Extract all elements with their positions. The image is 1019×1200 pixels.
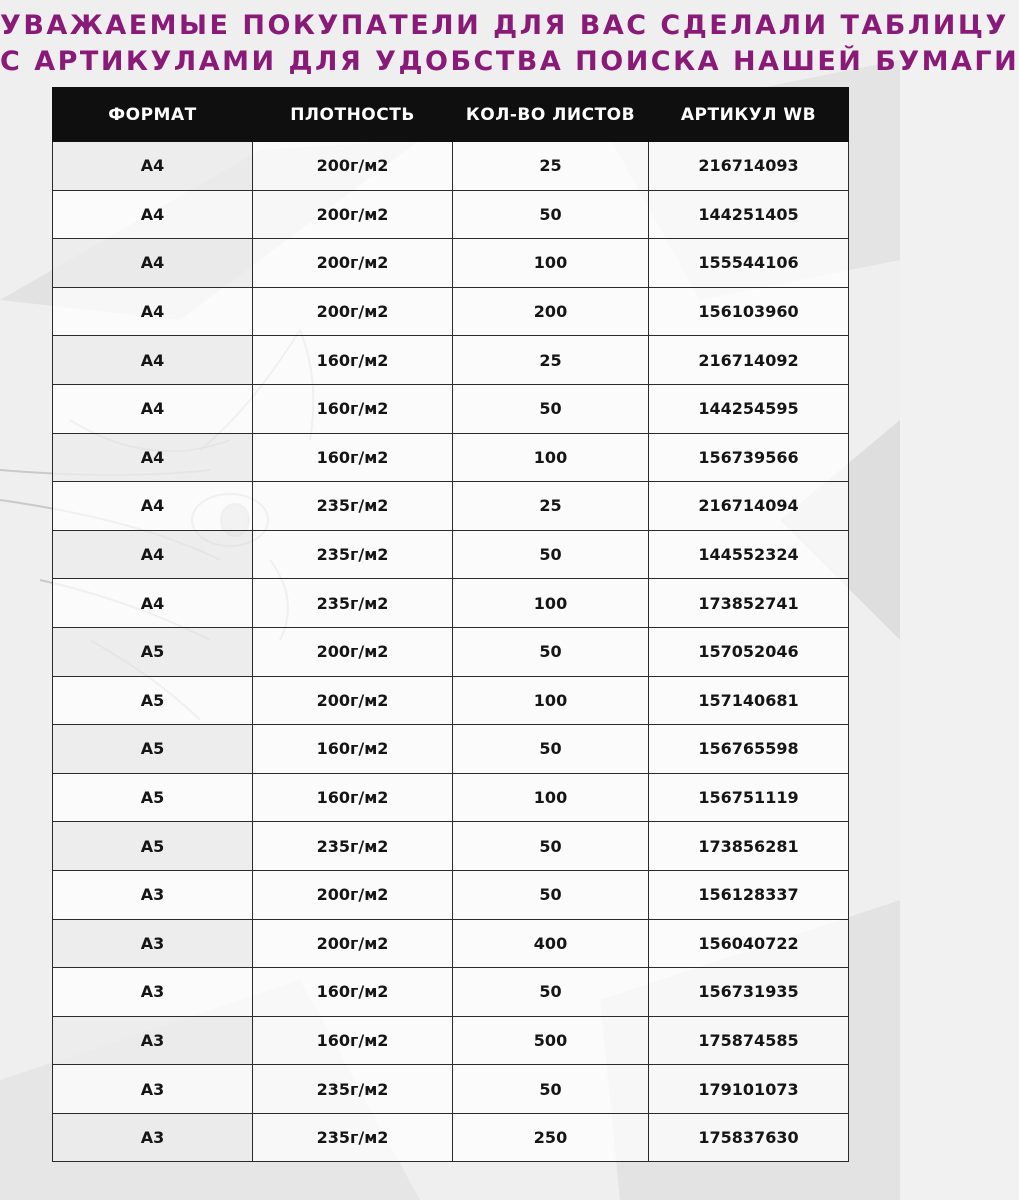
cell-format: А5 xyxy=(53,822,253,871)
cell-sheet-count: 50 xyxy=(453,1065,649,1114)
cell-format: А4 xyxy=(53,239,253,288)
cell-sheet-count: 100 xyxy=(453,239,649,288)
cell-article: 216714093 xyxy=(649,142,849,191)
table-row xyxy=(53,919,849,968)
table-row xyxy=(53,1016,849,1065)
cell-density: 235г/м2 xyxy=(253,482,453,531)
cell-sheet-count: 100 xyxy=(453,676,649,725)
header-sheet-count: КОЛ-ВО ЛИСТОВ xyxy=(453,88,649,142)
table-row xyxy=(53,870,849,919)
cell-sheet-count: 50 xyxy=(453,190,649,239)
cell-article: 155544106 xyxy=(649,239,849,288)
cell-article: 157140681 xyxy=(649,676,849,725)
cell-density: 200г/м2 xyxy=(253,870,453,919)
cell-density: 200г/м2 xyxy=(253,287,453,336)
cell-article: 175874585 xyxy=(649,1016,849,1065)
cell-sheet-count: 200 xyxy=(453,287,649,336)
cell-density: 235г/м2 xyxy=(253,1113,453,1162)
table-row xyxy=(53,433,849,482)
cell-format: А3 xyxy=(53,968,253,1017)
cell-density: 200г/м2 xyxy=(253,190,453,239)
table-row xyxy=(53,336,849,385)
cell-article: 179101073 xyxy=(649,1065,849,1114)
table-row xyxy=(53,384,849,433)
cell-format: А5 xyxy=(53,627,253,676)
table-row xyxy=(53,579,849,628)
table-header-row xyxy=(53,88,849,142)
table-row xyxy=(53,190,849,239)
cell-sheet-count: 50 xyxy=(453,530,649,579)
cell-density: 200г/м2 xyxy=(253,676,453,725)
cell-density: 160г/м2 xyxy=(253,773,453,822)
cell-article: 144254595 xyxy=(649,384,849,433)
cell-sheet-count: 25 xyxy=(453,336,649,385)
cell-density: 160г/м2 xyxy=(253,336,453,385)
cell-format: А4 xyxy=(53,579,253,628)
cell-density: 160г/м2 xyxy=(253,968,453,1017)
cell-format: А4 xyxy=(53,190,253,239)
cell-format: А4 xyxy=(53,384,253,433)
cell-article: 156128337 xyxy=(649,870,849,919)
heading-line-1: УВАЖАЕМЫЕ ПОКУПАТЕЛИ ДЛЯ ВАС СДЕЛАЛИ ТАБЛИЦУ xyxy=(0,10,1009,41)
cell-article: 216714094 xyxy=(649,482,849,531)
cell-sheet-count: 400 xyxy=(453,919,649,968)
cell-sheet-count: 100 xyxy=(453,579,649,628)
cell-format: А3 xyxy=(53,1016,253,1065)
cell-density: 200г/м2 xyxy=(253,919,453,968)
cell-article: 156103960 xyxy=(649,287,849,336)
table-row xyxy=(53,287,849,336)
cell-format: А5 xyxy=(53,725,253,774)
cell-sheet-count: 500 xyxy=(453,1016,649,1065)
table-row xyxy=(53,968,849,1017)
cell-density: 235г/м2 xyxy=(253,579,453,628)
cell-sheet-count: 50 xyxy=(453,627,649,676)
table-row xyxy=(53,725,849,774)
cell-article: 156731935 xyxy=(649,968,849,1017)
cell-article: 156751119 xyxy=(649,773,849,822)
cell-article: 156040722 xyxy=(649,919,849,968)
header-format: ФОРМАТ xyxy=(53,88,253,142)
cell-article: 173852741 xyxy=(649,579,849,628)
cell-article: 144251405 xyxy=(649,190,849,239)
cell-format: А4 xyxy=(53,433,253,482)
cell-density: 235г/м2 xyxy=(253,530,453,579)
cell-density: 200г/м2 xyxy=(253,627,453,676)
cell-format: А4 xyxy=(53,482,253,531)
table-row xyxy=(53,676,849,725)
table-row xyxy=(53,822,849,871)
cell-article: 156765598 xyxy=(649,725,849,774)
cell-article: 216714092 xyxy=(649,336,849,385)
table-body xyxy=(53,142,849,1162)
cell-format: А4 xyxy=(53,336,253,385)
cell-article: 157052046 xyxy=(649,627,849,676)
cell-format: А4 xyxy=(53,287,253,336)
cell-density: 200г/м2 xyxy=(253,142,453,191)
cell-format: А3 xyxy=(53,870,253,919)
cell-sheet-count: 25 xyxy=(453,482,649,531)
cell-article: 156739566 xyxy=(649,433,849,482)
cell-article: 173856281 xyxy=(649,822,849,871)
cell-density: 160г/м2 xyxy=(253,725,453,774)
cell-density: 160г/м2 xyxy=(253,384,453,433)
table-row xyxy=(53,530,849,579)
table-row xyxy=(53,1065,849,1114)
cell-article: 144552324 xyxy=(649,530,849,579)
cell-sheet-count: 50 xyxy=(453,968,649,1017)
cell-format: А3 xyxy=(53,1113,253,1162)
cell-format: А3 xyxy=(53,1065,253,1114)
cell-sheet-count: 50 xyxy=(453,384,649,433)
cell-sheet-count: 50 xyxy=(453,870,649,919)
cell-sheet-count: 50 xyxy=(453,822,649,871)
table-row xyxy=(53,482,849,531)
cell-sheet-count: 100 xyxy=(453,433,649,482)
article-table xyxy=(52,87,849,1162)
heading-line-2: С АРТИКУЛАМИ ДЛЯ УДОБСТВА ПОИСКА НАШЕЙ БУМАГИ xyxy=(0,46,1019,77)
cell-format: А4 xyxy=(53,530,253,579)
cell-density: 160г/м2 xyxy=(253,433,453,482)
cell-sheet-count: 100 xyxy=(453,773,649,822)
header-density: ПЛОТНОСТЬ xyxy=(253,88,453,142)
cell-sheet-count: 250 xyxy=(453,1113,649,1162)
cell-sheet-count: 50 xyxy=(453,725,649,774)
cell-article: 175837630 xyxy=(649,1113,849,1162)
cell-format: А5 xyxy=(53,676,253,725)
cell-format: А4 xyxy=(53,142,253,191)
cell-density: 160г/м2 xyxy=(253,1016,453,1065)
table-row xyxy=(53,773,849,822)
table-row xyxy=(53,239,849,288)
cell-sheet-count: 25 xyxy=(453,142,649,191)
cell-format: А5 xyxy=(53,773,253,822)
article-table-container xyxy=(52,87,848,1162)
table-row xyxy=(53,142,849,191)
header-article-wb: АРТИКУЛ WB xyxy=(649,88,849,142)
table-row xyxy=(53,1113,849,1162)
cell-density: 200г/м2 xyxy=(253,239,453,288)
cell-density: 235г/м2 xyxy=(253,1065,453,1114)
cell-density: 235г/м2 xyxy=(253,822,453,871)
cell-format: А3 xyxy=(53,919,253,968)
table-row xyxy=(53,627,849,676)
page-heading xyxy=(0,8,1019,80)
